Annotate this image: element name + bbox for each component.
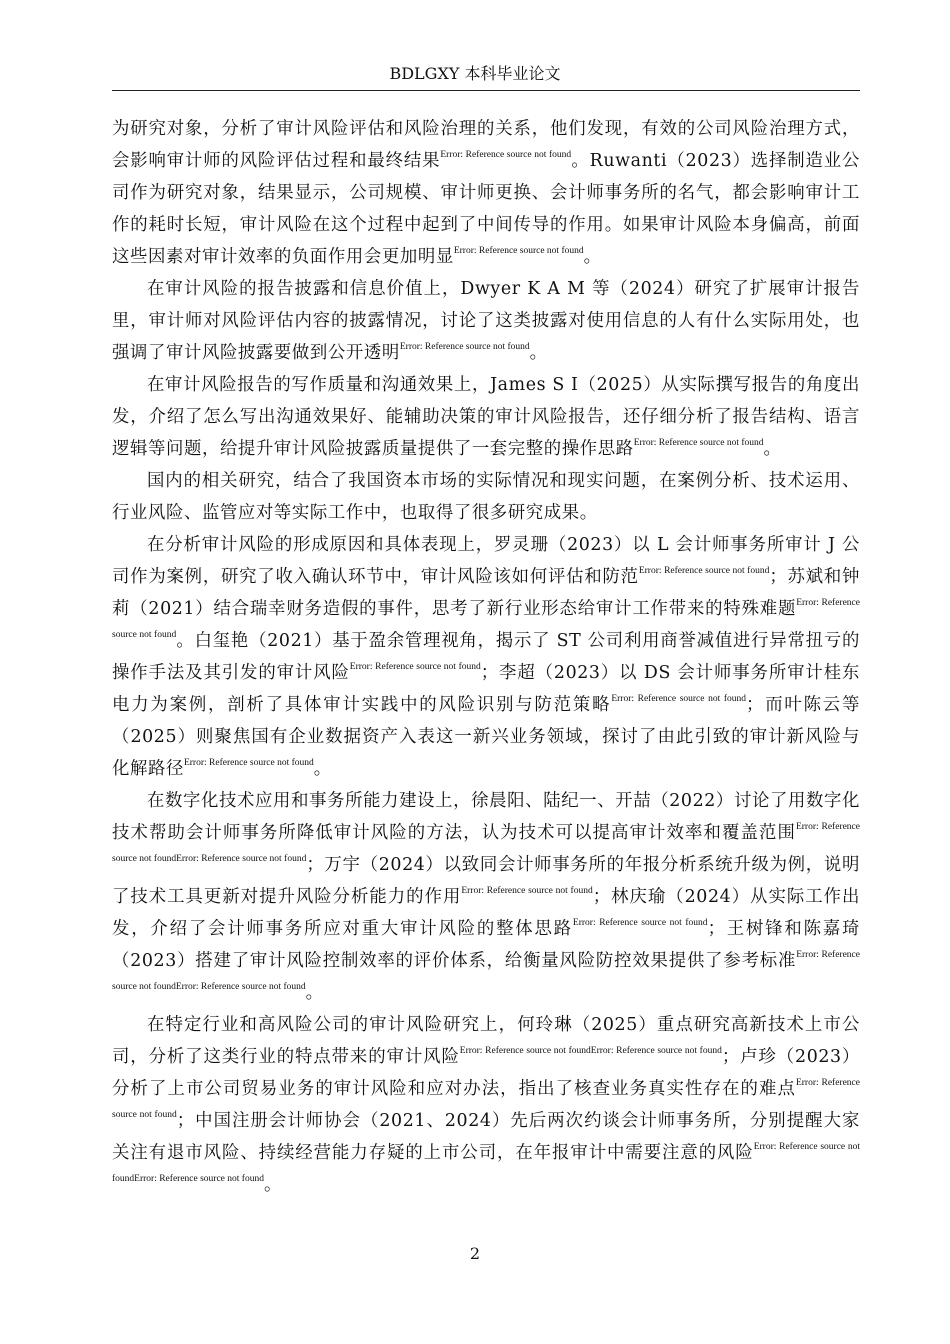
reference-error-marker: Error: Reference source not found (572, 918, 708, 928)
paragraph-2 (112, 273, 860, 369)
reference-error-marker: Error: Reference source not foundError: Reference source not found (112, 822, 860, 864)
reference-error-marker: Error: Reference source not found (349, 662, 481, 672)
reference-error-marker: Error: Reference source not found (399, 342, 530, 352)
paragraph-text: ；万宇（2024）以致同会计师事务所的年报分析系统升级为例，说明了技术工具更新对提升风险分析能力的作用 (112, 855, 860, 907)
paragraph-text: ；中国注册会计师协会（2021、2024）先后两次约谈会计师事务所，分别提醒大家关注有退市风险、持续经营能力存疑的上市公司，在年报审计中需要注意的风险 (112, 1111, 860, 1163)
paragraph-text: 。 (583, 247, 602, 267)
reference-error-marker: Error: Reference source not found (611, 694, 746, 704)
reference-error-marker: Error: Reference source not foundError: Reference source not found (459, 1046, 722, 1056)
paragraph-text: 在分析审计风险的形成原因和具体表现上，罗灵珊（2023）以 L 会计师事务所审计 J 公司作为案例，研究了收入确认环节中，审计风险该如何评估和防范 (112, 535, 860, 587)
header-divider (112, 90, 860, 91)
paragraph-text: 在特定行业和高风险公司的审计风险研究上，何玲琳（2025）重点研究高新技术上市公司，分析了这类行业的特点带来的审计风险 (112, 1015, 860, 1067)
paragraph-3 (112, 369, 860, 465)
reference-error-marker: Error: Reference source not found (633, 438, 764, 448)
paragraph-5 (112, 529, 860, 785)
reference-error-marker: Error: Reference source not found (461, 886, 593, 896)
paragraph-1 (112, 113, 860, 273)
paragraph-text: 为研究对象，分析了审计风险评估和风险治理的关系，他们发现，有效的公司风险治理方式，会影响审计师的风险评估过程和最终结果 (112, 119, 860, 171)
reference-error-marker: Error: Reference source not found (183, 758, 314, 768)
paragraph-text: ；林庆瑜（2024）从实际工作出发，介绍了会计师事务所应对重大审计风险的整体思路 (112, 887, 860, 939)
paragraph-text: 。 (763, 439, 782, 459)
paragraph-text: ；王树锋和陈嘉琦（2023）搭建了审计风险控制效率的评价体系，给衡量风险防控效果提供了参考标准 (112, 919, 860, 971)
paragraph-text: 在审计风险报告的写作质量和沟通效果上，James S I（2025）从实际撰写报告的角度出发，介绍了怎么写出沟通效果好、能辅助决策的审计风险报告，还仔细分析了报告结构、语言逻辑等问题，给提升审计风险披露质量提供了一套完整的操作思路 (112, 375, 860, 459)
paragraph-text: 。 (529, 343, 548, 363)
paragraph-text: 。 (313, 759, 332, 779)
paragraph-text: ；卢珍（2023）分析了上市公司贸易业务的审计风险和应对办法，指出了核查业务真实性存在的难点 (112, 1047, 860, 1099)
paragraph-text: 。 (263, 1175, 282, 1195)
reference-error-marker: Error: Reference source not found (453, 246, 584, 256)
paragraph-text: ；苏斌和钟莉（2021）结合瑞幸财务造假的事件，思考了新行业形态给审计工作带来的特殊难题 (112, 567, 860, 619)
paragraph-4 (112, 465, 860, 529)
paragraph-text: 在数字化技术应用和事务所能力建设上，徐晨阳、陆纪一、开喆（2022）讨论了用数字化技术帮助会计师事务所降低审计风险的方法，认为技术可以提高审计效率和覆盖范围 (112, 791, 860, 843)
paragraph-text: 。 (305, 983, 324, 1003)
paragraph-text: 在审计风险的报告披露和信息价值上，Dwyer K A M 等（2024）研究了扩展审计报告里，审计师对风险评估内容的披露情况，讨论了这类披露对使用信息的人有什么实际用处，也强调了审计风险披露要做到公开透明 (112, 279, 860, 363)
reference-error-marker: Error: Reference source not found (638, 566, 770, 576)
reference-error-marker: Error: Reference source not found (440, 150, 572, 160)
paragraph-text: ；李超（2023）以 DS 会计师事务所审计桂东电力为案例，剖析了具体审计实践中的风险识别与防范策略 (112, 663, 860, 715)
reference-error-marker: Error: Reference source not found (112, 598, 860, 640)
paragraph-6 (112, 785, 860, 1009)
page-number: 2 (469, 1244, 481, 1263)
reference-error-marker: Error: Reference source not foundError: Reference source not found (112, 950, 860, 992)
paragraph-text: 。白玺艳（2021）基于盈余管理视角，揭示了 ST 公司利用商誉减值进行异常扭亏的操作手法及其引发的审计风险 (112, 631, 860, 683)
reference-error-marker: Error: Reference source not found (112, 1078, 860, 1120)
paragraph-text: ；而叶陈云等（2025）则聚焦国有企业数据资产入表这一新兴业务领域，探讨了由此引致的审计新风险与化解路径 (112, 695, 861, 779)
running-header-title: BDLGXY 本科毕业论文 (389, 64, 561, 83)
paragraph-7 (112, 1009, 860, 1201)
document-body (112, 113, 860, 1201)
paragraph-text: 。Ruwanti（2023）选择制造业公司作为研究对象，结果显示，公司规模、审计师更换、会计师事务所的名气，都会影响审计工作的耗时长短，审计风险在这个过程中起到了中间传导的作用。如果审计风险本身偏高，前面这些因素对审计效率的负面作用会更加明显 (112, 151, 860, 267)
paragraph-text: 国内的相关研究，结合了我国资本市场的实际情况和现实问题，在案例分析、技术运用、行业风险、监管应对等实际工作中，也取得了很多研究成果。 (112, 471, 860, 523)
reference-error-marker: Error: Reference source not foundError: Reference source not found (112, 1142, 860, 1184)
